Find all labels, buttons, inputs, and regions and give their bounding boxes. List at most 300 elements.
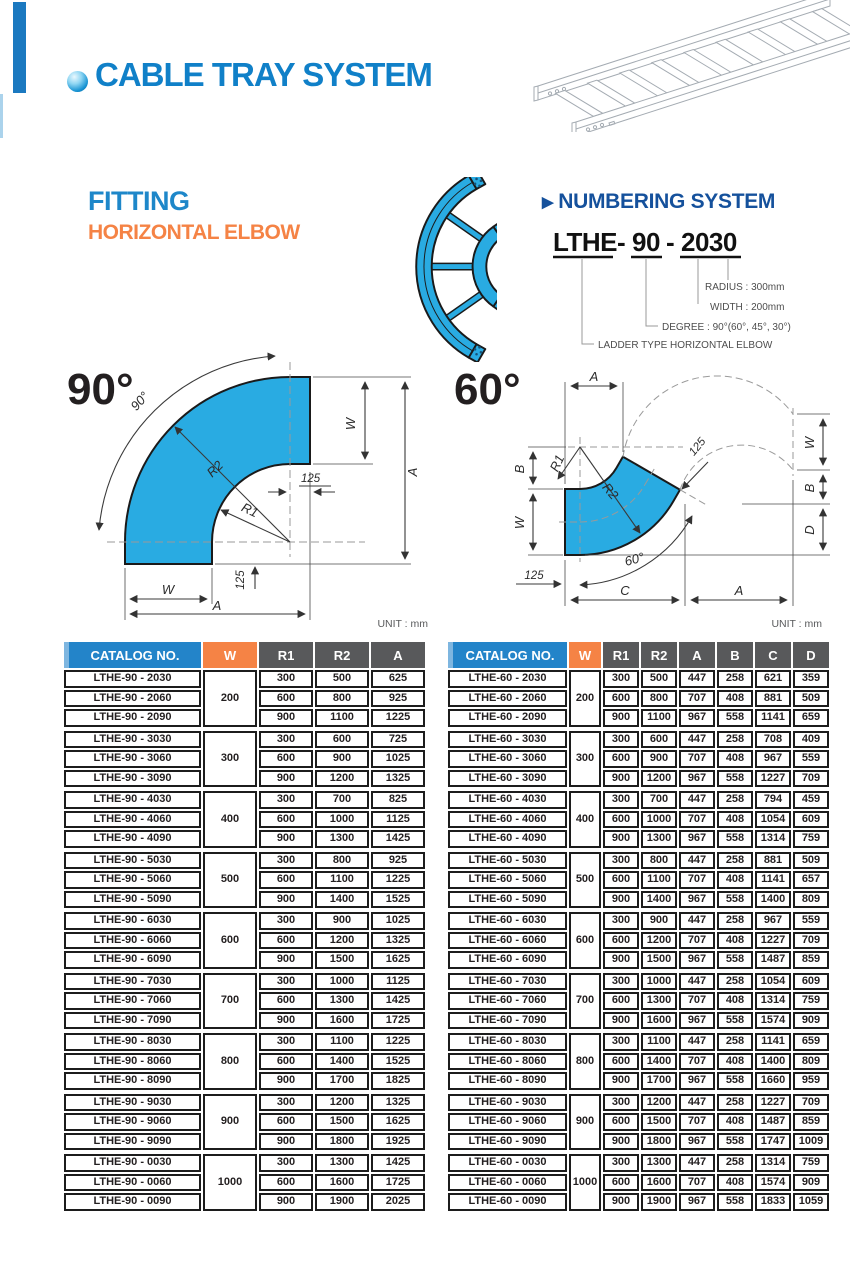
value-cell: 300 bbox=[603, 1154, 639, 1172]
value-cell: 1600 bbox=[315, 1012, 369, 1030]
a-label: A bbox=[212, 598, 222, 613]
catalog-cell: LTHE-60 - 9090 bbox=[448, 1133, 567, 1151]
table-row bbox=[448, 770, 829, 788]
value-cell: 1700 bbox=[641, 1072, 677, 1090]
value-cell: 1400 bbox=[641, 891, 677, 909]
value-cell: 707 bbox=[679, 992, 715, 1010]
value-cell: 709 bbox=[793, 1094, 829, 1112]
value-cell: 900 bbox=[603, 770, 639, 788]
value-cell: 258 bbox=[717, 731, 753, 749]
value-cell: 621 bbox=[755, 670, 791, 688]
catalog-cell: LTHE-90 - 6060 bbox=[64, 932, 201, 950]
value-cell: 709 bbox=[793, 770, 829, 788]
table-row bbox=[448, 852, 829, 870]
value-cell: 1314 bbox=[755, 992, 791, 1010]
value-cell: 609 bbox=[793, 973, 829, 991]
value-cell: 659 bbox=[793, 709, 829, 727]
value-cell: 258 bbox=[717, 1033, 753, 1051]
catalog-cell: LTHE-60 - 5030 bbox=[448, 852, 567, 870]
value-cell: 300 bbox=[603, 670, 639, 688]
table-row bbox=[448, 1154, 829, 1172]
value-cell: 1425 bbox=[371, 830, 425, 848]
code-part-type: LTHE bbox=[553, 227, 617, 257]
value-cell: 967 bbox=[679, 1012, 715, 1030]
column-header: W bbox=[569, 642, 601, 668]
width-cell: 900 bbox=[203, 1094, 257, 1151]
b-label: B bbox=[802, 483, 817, 493]
value-cell: 1400 bbox=[755, 891, 791, 909]
column-header: R1 bbox=[603, 642, 639, 668]
value-cell: 967 bbox=[679, 709, 715, 727]
value-cell: 1225 bbox=[371, 709, 425, 727]
catalog-cell: LTHE-60 - 8030 bbox=[448, 1033, 567, 1051]
value-cell: 559 bbox=[793, 912, 829, 930]
code-part-size: 2030 bbox=[681, 227, 737, 257]
page-edge-strip bbox=[0, 94, 3, 138]
value-cell: 1625 bbox=[371, 1113, 425, 1131]
value-cell: 559 bbox=[793, 750, 829, 768]
table-row bbox=[448, 791, 829, 809]
table-header-row bbox=[448, 642, 829, 668]
value-cell: 759 bbox=[793, 830, 829, 848]
unit-label: UNIT : mm bbox=[377, 618, 428, 630]
value-cell: 258 bbox=[717, 1094, 753, 1112]
width-cell: 800 bbox=[569, 1033, 601, 1090]
value-cell: 1600 bbox=[641, 1012, 677, 1030]
catalog-cell: LTHE-60 - 0030 bbox=[448, 1154, 567, 1172]
offset-label: 125 bbox=[686, 435, 709, 459]
value-cell: 800 bbox=[315, 852, 369, 870]
table-row bbox=[64, 912, 425, 930]
value-cell: 967 bbox=[755, 750, 791, 768]
column-header: CATALOG NO. bbox=[448, 642, 567, 668]
table-row bbox=[448, 891, 829, 909]
value-cell: 900 bbox=[259, 1012, 313, 1030]
table-row bbox=[64, 1033, 425, 1051]
catalog-cell: LTHE-90 - 0060 bbox=[64, 1174, 201, 1192]
table-row bbox=[448, 1033, 829, 1051]
value-cell: 600 bbox=[603, 992, 639, 1010]
value-cell: 600 bbox=[259, 1053, 313, 1071]
catalog-cell: LTHE-60 - 9030 bbox=[448, 1094, 567, 1112]
value-cell: 1300 bbox=[641, 1154, 677, 1172]
column-header: B bbox=[717, 642, 753, 668]
offset-label: 125 bbox=[524, 570, 544, 582]
catalog-cell: LTHE-90 - 2060 bbox=[64, 690, 201, 708]
catalog-cell: LTHE-60 - 6090 bbox=[448, 951, 567, 969]
ladder-tray-illustration bbox=[530, 0, 850, 132]
value-cell: 967 bbox=[679, 1193, 715, 1211]
value-cell: 707 bbox=[679, 871, 715, 889]
catalog-cell: LTHE-90 - 0090 bbox=[64, 1193, 201, 1211]
catalog-cell: LTHE-60 - 6060 bbox=[448, 932, 567, 950]
value-cell: 447 bbox=[679, 912, 715, 930]
value-cell: 600 bbox=[603, 871, 639, 889]
table-row bbox=[448, 670, 829, 688]
catalog-cell: LTHE-90 - 8060 bbox=[64, 1053, 201, 1071]
value-cell: 1100 bbox=[315, 709, 369, 727]
value-cell: 1141 bbox=[755, 709, 791, 727]
value-cell: 1660 bbox=[755, 1072, 791, 1090]
value-cell: 600 bbox=[259, 1174, 313, 1192]
value-cell: 447 bbox=[679, 791, 715, 809]
value-cell: 447 bbox=[679, 731, 715, 749]
value-cell: 900 bbox=[315, 912, 369, 930]
value-cell: 967 bbox=[679, 891, 715, 909]
value-cell: 600 bbox=[603, 811, 639, 829]
value-cell: 707 bbox=[679, 1113, 715, 1131]
catalog-cell: LTHE-60 - 3060 bbox=[448, 750, 567, 768]
value-cell: 459 bbox=[793, 791, 829, 809]
value-cell: 900 bbox=[641, 912, 677, 930]
value-cell: 300 bbox=[259, 1154, 313, 1172]
value-cell: 900 bbox=[603, 951, 639, 969]
value-cell: 558 bbox=[717, 1133, 753, 1151]
value-cell: 909 bbox=[793, 1012, 829, 1030]
value-cell: 1200 bbox=[315, 932, 369, 950]
value-cell: 707 bbox=[679, 750, 715, 768]
catalog-cell: LTHE-60 - 4090 bbox=[448, 830, 567, 848]
value-cell: 558 bbox=[717, 709, 753, 727]
table-row bbox=[448, 811, 829, 829]
value-cell: 300 bbox=[603, 1033, 639, 1051]
value-cell: 1025 bbox=[371, 912, 425, 930]
value-cell: 409 bbox=[793, 731, 829, 749]
catalog-cell: LTHE-60 - 0090 bbox=[448, 1193, 567, 1211]
a-label: A bbox=[405, 467, 420, 477]
catalog-cell: LTHE-60 - 9060 bbox=[448, 1113, 567, 1131]
catalog-cell: LTHE-90 - 6090 bbox=[64, 951, 201, 969]
value-cell: 600 bbox=[603, 932, 639, 950]
value-cell: 967 bbox=[679, 1072, 715, 1090]
column-header: A bbox=[371, 642, 425, 668]
value-cell: 625 bbox=[371, 670, 425, 688]
value-cell: 447 bbox=[679, 670, 715, 688]
catalog-cell: LTHE-60 - 8060 bbox=[448, 1053, 567, 1071]
column-header: D bbox=[793, 642, 829, 668]
value-cell: 1200 bbox=[315, 770, 369, 788]
d-label: D bbox=[802, 525, 817, 535]
value-cell: 1900 bbox=[641, 1193, 677, 1211]
value-cell: 659 bbox=[793, 1033, 829, 1051]
value-cell: 258 bbox=[717, 1154, 753, 1172]
value-cell: 707 bbox=[679, 932, 715, 950]
value-cell: 408 bbox=[717, 690, 753, 708]
code-separator: - bbox=[666, 227, 675, 257]
section-title: FITTING bbox=[88, 186, 190, 216]
value-cell: 1500 bbox=[641, 951, 677, 969]
table-row bbox=[448, 830, 829, 848]
value-cell: 1500 bbox=[315, 951, 369, 969]
width-cell: 500 bbox=[569, 852, 601, 909]
value-cell: 900 bbox=[259, 709, 313, 727]
value-cell: 967 bbox=[755, 912, 791, 930]
value-cell: 300 bbox=[603, 1094, 639, 1112]
value-cell: 1100 bbox=[315, 871, 369, 889]
catalog-cell: LTHE-60 - 3030 bbox=[448, 731, 567, 749]
value-cell: 1141 bbox=[755, 1033, 791, 1051]
value-cell: 600 bbox=[603, 1174, 639, 1192]
value-cell: 300 bbox=[603, 791, 639, 809]
width-cell: 600 bbox=[569, 912, 601, 969]
width-cell: 300 bbox=[203, 731, 257, 788]
value-cell: 408 bbox=[717, 932, 753, 950]
catalog-cell: LTHE-90 - 4090 bbox=[64, 830, 201, 848]
column-header: CATALOG NO. bbox=[64, 642, 201, 668]
value-cell: 300 bbox=[603, 731, 639, 749]
table-row bbox=[448, 750, 829, 768]
value-cell: 800 bbox=[641, 690, 677, 708]
w-label: W bbox=[512, 516, 527, 530]
code-separator: - bbox=[617, 227, 626, 257]
value-cell: 408 bbox=[717, 1053, 753, 1071]
value-cell: 707 bbox=[679, 690, 715, 708]
value-cell: 408 bbox=[717, 1113, 753, 1131]
catalog-cell: LTHE-60 - 7030 bbox=[448, 973, 567, 991]
value-cell: 900 bbox=[259, 1072, 313, 1090]
r2-label: R2 bbox=[203, 457, 226, 480]
catalog-cell: LTHE-90 - 4030 bbox=[64, 791, 201, 809]
value-cell: 1400 bbox=[315, 1053, 369, 1071]
triangle-pointer-icon: ▶ bbox=[542, 194, 554, 211]
catalog-cell: LTHE-90 - 8090 bbox=[64, 1072, 201, 1090]
catalog-cell: LTHE-90 - 9060 bbox=[64, 1113, 201, 1131]
value-cell: 300 bbox=[603, 852, 639, 870]
value-cell: 725 bbox=[371, 731, 425, 749]
value-cell: 1725 bbox=[371, 1012, 425, 1030]
numbering-diagram bbox=[540, 226, 850, 366]
value-cell: 1900 bbox=[315, 1193, 369, 1211]
catalog-table-lthe90 bbox=[62, 640, 427, 1213]
value-cell: 1054 bbox=[755, 811, 791, 829]
value-cell: 1325 bbox=[371, 770, 425, 788]
value-cell: 408 bbox=[717, 811, 753, 829]
catalog-cell: LTHE-90 - 5060 bbox=[64, 871, 201, 889]
value-cell: 709 bbox=[793, 932, 829, 950]
value-cell: 1487 bbox=[755, 951, 791, 969]
brand-bar bbox=[13, 2, 26, 93]
value-cell: 1300 bbox=[315, 992, 369, 1010]
value-cell: 909 bbox=[793, 1174, 829, 1192]
value-cell: 1227 bbox=[755, 932, 791, 950]
value-cell: 900 bbox=[603, 1012, 639, 1030]
value-cell: 600 bbox=[603, 750, 639, 768]
value-cell: 1800 bbox=[641, 1133, 677, 1151]
value-cell: 1425 bbox=[371, 992, 425, 1010]
diagram-90-title: 90° bbox=[67, 365, 134, 414]
table-row bbox=[448, 1174, 829, 1192]
catalog-cell: LTHE-60 - 7090 bbox=[448, 1012, 567, 1030]
value-cell: 408 bbox=[717, 871, 753, 889]
table-row bbox=[64, 1094, 425, 1112]
value-cell: 408 bbox=[717, 992, 753, 1010]
callout-type: LADDER TYPE HORIZONTAL ELBOW bbox=[598, 340, 773, 351]
value-cell: 1200 bbox=[641, 770, 677, 788]
table-row bbox=[64, 852, 425, 870]
value-cell: 447 bbox=[679, 852, 715, 870]
value-cell: 1314 bbox=[755, 830, 791, 848]
table-row bbox=[64, 670, 425, 688]
value-cell: 258 bbox=[717, 791, 753, 809]
table-row bbox=[448, 912, 829, 930]
width-cell: 600 bbox=[203, 912, 257, 969]
value-cell: 1025 bbox=[371, 750, 425, 768]
value-cell: 1054 bbox=[755, 973, 791, 991]
unit-label: UNIT : mm bbox=[771, 618, 822, 630]
value-cell: 1525 bbox=[371, 891, 425, 909]
table-row bbox=[448, 1113, 829, 1131]
a-label: A bbox=[589, 369, 599, 384]
value-cell: 1574 bbox=[755, 1174, 791, 1192]
value-cell: 600 bbox=[259, 932, 313, 950]
table-row bbox=[64, 731, 425, 749]
catalog-table-lthe60 bbox=[446, 640, 831, 1213]
value-cell: 300 bbox=[259, 1094, 313, 1112]
catalog-cell: LTHE-60 - 0060 bbox=[448, 1174, 567, 1192]
value-cell: 447 bbox=[679, 973, 715, 991]
elbow-60-shape bbox=[565, 457, 680, 555]
value-cell: 900 bbox=[259, 891, 313, 909]
catalog-cell: LTHE-60 - 4060 bbox=[448, 811, 567, 829]
angle-label: 60° bbox=[622, 549, 646, 569]
value-cell: 600 bbox=[603, 1053, 639, 1071]
catalog-cell: LTHE-60 - 6030 bbox=[448, 912, 567, 930]
value-cell: 1487 bbox=[755, 1113, 791, 1131]
offset-label: 125 bbox=[235, 570, 247, 590]
w-label: W bbox=[343, 417, 358, 431]
value-cell: 300 bbox=[603, 912, 639, 930]
numbering-heading-label: NUMBERING SYSTEM bbox=[558, 190, 776, 213]
catalog-cell: LTHE-90 - 2030 bbox=[64, 670, 201, 688]
catalog-cell: LTHE-90 - 6030 bbox=[64, 912, 201, 930]
r2-label: R2 bbox=[599, 479, 622, 503]
value-cell: 1725 bbox=[371, 1174, 425, 1192]
value-cell: 258 bbox=[717, 912, 753, 930]
value-cell: 925 bbox=[371, 690, 425, 708]
catalog-cell: LTHE-60 - 2090 bbox=[448, 709, 567, 727]
table-row bbox=[64, 791, 425, 809]
value-cell: 300 bbox=[259, 791, 313, 809]
width-cell: 1000 bbox=[569, 1154, 601, 1211]
value-cell: 967 bbox=[679, 770, 715, 788]
catalog-cell: LTHE-90 - 7030 bbox=[64, 973, 201, 991]
catalog-cell: LTHE-60 - 8090 bbox=[448, 1072, 567, 1090]
value-cell: 794 bbox=[755, 791, 791, 809]
value-cell: 600 bbox=[603, 1113, 639, 1131]
column-header: W bbox=[203, 642, 257, 668]
value-cell: 600 bbox=[259, 871, 313, 889]
value-cell: 1200 bbox=[641, 1094, 677, 1112]
value-cell: 657 bbox=[793, 871, 829, 889]
w-label: W bbox=[161, 582, 175, 597]
value-cell: 800 bbox=[315, 690, 369, 708]
catalog-cell: LTHE-90 - 0030 bbox=[64, 1154, 201, 1172]
catalog-cell: LTHE-90 - 8030 bbox=[64, 1033, 201, 1051]
value-cell: 881 bbox=[755, 690, 791, 708]
value-cell: 609 bbox=[793, 811, 829, 829]
offset-label: 125 bbox=[301, 473, 321, 485]
value-cell: 900 bbox=[603, 1072, 639, 1090]
value-cell: 708 bbox=[755, 731, 791, 749]
catalog-cell: LTHE-90 - 5030 bbox=[64, 852, 201, 870]
value-cell: 408 bbox=[717, 1174, 753, 1192]
value-cell: 359 bbox=[793, 670, 829, 688]
value-cell: 707 bbox=[679, 1174, 715, 1192]
value-cell: 1100 bbox=[315, 1033, 369, 1051]
brand-sphere-icon bbox=[67, 71, 88, 92]
table-row bbox=[64, 1154, 425, 1172]
value-cell: 558 bbox=[717, 770, 753, 788]
table-host-60 bbox=[446, 640, 831, 1213]
code-part-degree: 90 bbox=[632, 227, 660, 257]
value-cell: 967 bbox=[679, 830, 715, 848]
catalog-cell: LTHE-60 - 3090 bbox=[448, 770, 567, 788]
width-cell: 700 bbox=[203, 973, 257, 1030]
column-header: A bbox=[679, 642, 715, 668]
width-cell: 400 bbox=[203, 791, 257, 848]
section-subtitle: HORIZONTAL ELBOW bbox=[88, 221, 300, 244]
table-host-90 bbox=[62, 640, 427, 1213]
value-cell: 1747 bbox=[755, 1133, 791, 1151]
table-row bbox=[64, 973, 425, 991]
value-cell: 1600 bbox=[315, 1174, 369, 1192]
value-cell: 759 bbox=[793, 1154, 829, 1172]
c-label: C bbox=[620, 583, 630, 598]
catalog-cell: LTHE-90 - 7060 bbox=[64, 992, 201, 1010]
value-cell: 1500 bbox=[641, 1113, 677, 1131]
value-cell: 258 bbox=[717, 852, 753, 870]
diagram-60-title: 60° bbox=[454, 365, 521, 414]
value-cell: 1525 bbox=[371, 1053, 425, 1071]
value-cell: 1500 bbox=[315, 1113, 369, 1131]
value-cell: 1009 bbox=[793, 1133, 829, 1151]
value-cell: 300 bbox=[259, 670, 313, 688]
table-row bbox=[448, 709, 829, 727]
value-cell: 300 bbox=[259, 912, 313, 930]
callout-radius: RADIUS : 300mm bbox=[705, 282, 785, 293]
value-cell: 2025 bbox=[371, 1193, 425, 1211]
value-cell: 1000 bbox=[641, 973, 677, 991]
value-cell: 1833 bbox=[755, 1193, 791, 1211]
width-cell: 400 bbox=[569, 791, 601, 848]
value-cell: 800 bbox=[641, 852, 677, 870]
value-cell: 600 bbox=[603, 690, 639, 708]
value-cell: 1200 bbox=[315, 1094, 369, 1112]
value-cell: 900 bbox=[259, 1193, 313, 1211]
value-cell: 1325 bbox=[371, 932, 425, 950]
width-cell: 500 bbox=[203, 852, 257, 909]
table-row bbox=[448, 731, 829, 749]
catalog-cell: LTHE-60 - 4030 bbox=[448, 791, 567, 809]
value-cell: 1227 bbox=[755, 770, 791, 788]
value-cell: 558 bbox=[717, 891, 753, 909]
table-row bbox=[448, 1053, 829, 1071]
value-cell: 600 bbox=[259, 750, 313, 768]
table-row bbox=[448, 1012, 829, 1030]
catalog-cell: LTHE-90 - 2090 bbox=[64, 709, 201, 727]
value-cell: 1100 bbox=[641, 709, 677, 727]
value-cell: 1700 bbox=[315, 1072, 369, 1090]
value-cell: 1825 bbox=[371, 1072, 425, 1090]
value-cell: 1100 bbox=[641, 1033, 677, 1051]
value-cell: 558 bbox=[717, 1072, 753, 1090]
width-cell: 300 bbox=[569, 731, 601, 788]
width-cell: 200 bbox=[203, 670, 257, 727]
value-cell: 1925 bbox=[371, 1133, 425, 1151]
value-cell: 700 bbox=[315, 791, 369, 809]
table-row bbox=[448, 871, 829, 889]
value-cell: 1225 bbox=[371, 871, 425, 889]
